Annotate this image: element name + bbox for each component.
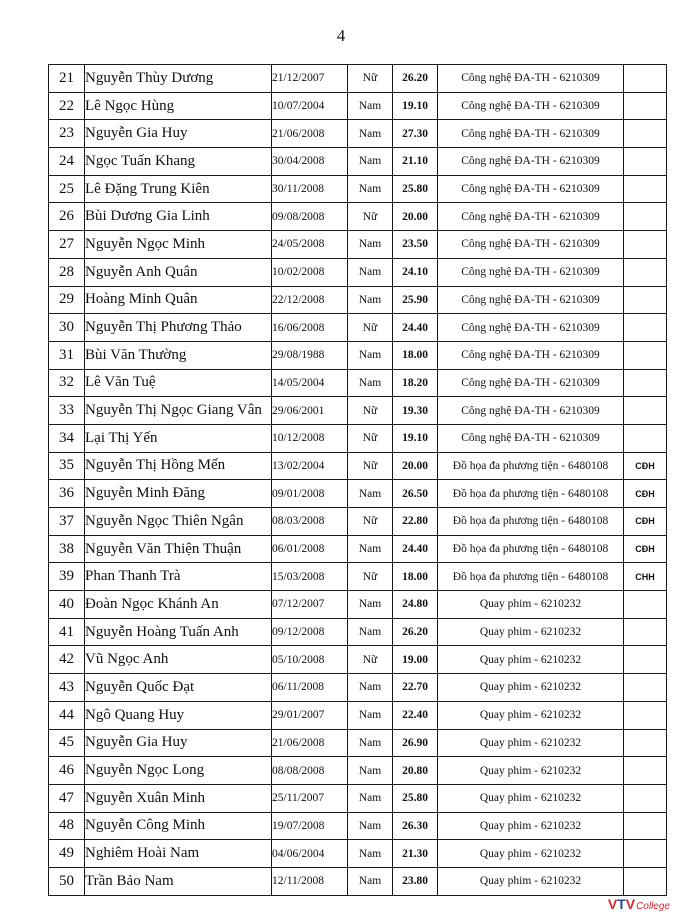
date-of-birth-cell: 10/07/2004: [272, 92, 348, 120]
table-row: [49, 618, 667, 646]
row-number-cell: 22: [49, 92, 85, 120]
student-name-cell: Lê Đặng Trung Kiên: [85, 175, 272, 203]
date-of-birth-cell: 05/10/2008: [272, 646, 348, 674]
gender-cell: Nam: [348, 812, 393, 840]
major-cell: Quay phim - 6210232: [438, 812, 624, 840]
gender-cell: Nam: [348, 701, 393, 729]
gender-cell: Nam: [348, 535, 393, 563]
row-number-cell: 25: [49, 175, 85, 203]
note-cell: [624, 701, 667, 729]
gender-cell: Nữ: [348, 646, 393, 674]
date-of-birth-cell: 09/08/2008: [272, 203, 348, 231]
student-name-cell: Nguyễn Quốc Đạt: [85, 674, 272, 702]
gender-cell: Nam: [348, 369, 393, 397]
major-cell: Quay phim - 6210232: [438, 729, 624, 757]
student-name-cell: Nguyễn Công Minh: [85, 812, 272, 840]
student-name-cell: Hoàng Minh Quân: [85, 286, 272, 314]
gender-cell: Nam: [348, 840, 393, 868]
row-number-cell: 33: [49, 397, 85, 425]
note-cell: CĐH: [624, 535, 667, 563]
table-row: [49, 508, 667, 536]
note-cell: [624, 867, 667, 895]
row-number-cell: 23: [49, 120, 85, 148]
row-number-cell: 30: [49, 314, 85, 342]
row-number-cell: 21: [49, 65, 85, 93]
major-cell: Công nghệ ĐA-TH - 6210309: [438, 369, 624, 397]
table-row: [49, 674, 667, 702]
table-row: [49, 424, 667, 452]
date-of-birth-cell: 10/02/2008: [272, 258, 348, 286]
table-row: [49, 591, 667, 619]
student-name-cell: Nguyễn Thị Phương Thảo: [85, 314, 272, 342]
student-name-cell: Nguyễn Thùy Dương: [85, 65, 272, 93]
student-name-cell: Nguyễn Ngọc Minh: [85, 231, 272, 259]
student-name-cell: Đoàn Ngọc Khánh An: [85, 591, 272, 619]
date-of-birth-cell: 25/11/2007: [272, 784, 348, 812]
table-row: [49, 65, 667, 93]
major-cell: Quay phim - 6210232: [438, 840, 624, 868]
student-name-cell: Vũ Ngọc Anh: [85, 646, 272, 674]
student-name-cell: Nghiêm Hoài Nam: [85, 840, 272, 868]
note-cell: [624, 729, 667, 757]
date-of-birth-cell: 16/06/2008: [272, 314, 348, 342]
table-row: [49, 314, 667, 342]
score-cell: 24.40: [393, 314, 438, 342]
row-number-cell: 46: [49, 757, 85, 785]
student-name-cell: Nguyễn Ngọc Thiên Ngân: [85, 508, 272, 536]
score-cell: 21.30: [393, 840, 438, 868]
table-row: [49, 563, 667, 591]
student-name-cell: Nguyễn Gia Huy: [85, 120, 272, 148]
score-cell: 26.30: [393, 812, 438, 840]
table-row: [49, 231, 667, 259]
note-cell: [624, 424, 667, 452]
gender-cell: Nam: [348, 175, 393, 203]
row-number-cell: 40: [49, 591, 85, 619]
table-row: [49, 480, 667, 508]
major-cell: Đồ họa đa phương tiện - 6480108: [438, 508, 624, 536]
table-row: [49, 812, 667, 840]
score-cell: 18.00: [393, 563, 438, 591]
student-name-cell: Nguyễn Thị Ngọc Giang Vân: [85, 397, 272, 425]
score-cell: 26.20: [393, 618, 438, 646]
student-name-cell: Ngô Quang Huy: [85, 701, 272, 729]
gender-cell: Nam: [348, 867, 393, 895]
score-cell: 23.80: [393, 867, 438, 895]
note-cell: [624, 65, 667, 93]
note-cell: [624, 812, 667, 840]
gender-cell: Nam: [348, 341, 393, 369]
note-cell: [624, 341, 667, 369]
major-cell: Quay phim - 6210232: [438, 674, 624, 702]
note-cell: [624, 231, 667, 259]
note-cell: CĐH: [624, 508, 667, 536]
table-body: [49, 65, 667, 896]
student-name-cell: Nguyễn Ngọc Long: [85, 757, 272, 785]
date-of-birth-cell: 08/08/2008: [272, 757, 348, 785]
date-of-birth-cell: 15/03/2008: [272, 563, 348, 591]
score-cell: 21.10: [393, 148, 438, 176]
date-of-birth-cell: 24/05/2008: [272, 231, 348, 259]
gender-cell: Nam: [348, 674, 393, 702]
score-cell: 18.00: [393, 341, 438, 369]
note-cell: [624, 369, 667, 397]
score-cell: 19.00: [393, 646, 438, 674]
row-number-cell: 47: [49, 784, 85, 812]
table-row: [49, 452, 667, 480]
major-cell: Quay phim - 6210232: [438, 867, 624, 895]
date-of-birth-cell: 04/06/2004: [272, 840, 348, 868]
gender-cell: Nữ: [348, 452, 393, 480]
gender-cell: Nam: [348, 286, 393, 314]
score-cell: 22.40: [393, 701, 438, 729]
gender-cell: Nam: [348, 757, 393, 785]
date-of-birth-cell: 29/06/2001: [272, 397, 348, 425]
major-cell: Đồ họa đa phương tiện - 6480108: [438, 480, 624, 508]
date-of-birth-cell: 06/11/2008: [272, 674, 348, 702]
table-row: [49, 148, 667, 176]
row-number-cell: 45: [49, 729, 85, 757]
date-of-birth-cell: 29/01/2007: [272, 701, 348, 729]
gender-cell: Nữ: [348, 563, 393, 591]
date-of-birth-cell: 30/04/2008: [272, 148, 348, 176]
table-row: [49, 646, 667, 674]
row-number-cell: 31: [49, 341, 85, 369]
gender-cell: Nam: [348, 231, 393, 259]
gender-cell: Nữ: [348, 314, 393, 342]
date-of-birth-cell: 13/02/2004: [272, 452, 348, 480]
note-cell: [624, 92, 667, 120]
major-cell: Đồ họa đa phương tiện - 6480108: [438, 452, 624, 480]
major-cell: Công nghệ ĐA-TH - 6210309: [438, 92, 624, 120]
note-cell: [624, 258, 667, 286]
row-number-cell: 41: [49, 618, 85, 646]
score-cell: 19.10: [393, 92, 438, 120]
major-cell: Công nghệ ĐA-TH - 6210309: [438, 120, 624, 148]
major-cell: Quay phim - 6210232: [438, 646, 624, 674]
table-row: [49, 341, 667, 369]
score-cell: 26.50: [393, 480, 438, 508]
major-cell: Công nghệ ĐA-TH - 6210309: [438, 148, 624, 176]
row-number-cell: 29: [49, 286, 85, 314]
date-of-birth-cell: 08/03/2008: [272, 508, 348, 536]
row-number-cell: 50: [49, 867, 85, 895]
student-name-cell: Bùi Văn Thường: [85, 341, 272, 369]
major-cell: Quay phim - 6210232: [438, 757, 624, 785]
table-row: [49, 729, 667, 757]
gender-cell: Nam: [348, 784, 393, 812]
row-number-cell: 49: [49, 840, 85, 868]
vtv-college-watermark: VTVCollege: [607, 896, 670, 912]
date-of-birth-cell: 21/06/2008: [272, 729, 348, 757]
major-cell: Quay phim - 6210232: [438, 591, 624, 619]
student-name-cell: Phan Thanh Trà: [85, 563, 272, 591]
score-cell: 19.10: [393, 424, 438, 452]
major-cell: Công nghệ ĐA-TH - 6210309: [438, 286, 624, 314]
note-cell: [624, 840, 667, 868]
gender-cell: Nữ: [348, 508, 393, 536]
row-number-cell: 35: [49, 452, 85, 480]
row-number-cell: 38: [49, 535, 85, 563]
note-cell: [624, 397, 667, 425]
major-cell: Công nghệ ĐA-TH - 6210309: [438, 424, 624, 452]
major-cell: Công nghệ ĐA-TH - 6210309: [438, 341, 624, 369]
note-cell: [624, 757, 667, 785]
score-cell: 25.80: [393, 784, 438, 812]
student-name-cell: Nguyễn Xuân Minh: [85, 784, 272, 812]
score-cell: 19.30: [393, 397, 438, 425]
row-number-cell: 32: [49, 369, 85, 397]
page-number: 4: [336, 26, 346, 45]
date-of-birth-cell: 30/11/2008: [272, 175, 348, 203]
date-of-birth-cell: 21/06/2008: [272, 120, 348, 148]
student-name-cell: Lê Văn Tuệ: [85, 369, 272, 397]
major-cell: Công nghệ ĐA-TH - 6210309: [438, 231, 624, 259]
score-cell: 22.80: [393, 508, 438, 536]
table-row: [49, 784, 667, 812]
note-cell: [624, 646, 667, 674]
note-cell: [624, 203, 667, 231]
score-cell: 18.20: [393, 369, 438, 397]
note-cell: [624, 784, 667, 812]
major-cell: Quay phim - 6210232: [438, 784, 624, 812]
student-name-cell: Lê Ngọc Hùng: [85, 92, 272, 120]
row-number-cell: 34: [49, 424, 85, 452]
major-cell: Công nghệ ĐA-TH - 6210309: [438, 258, 624, 286]
date-of-birth-cell: 21/12/2007: [272, 65, 348, 93]
date-of-birth-cell: 09/01/2008: [272, 480, 348, 508]
note-cell: [624, 148, 667, 176]
student-name-cell: Bùi Dương Gia Linh: [85, 203, 272, 231]
student-name-cell: Trần Bảo Nam: [85, 867, 272, 895]
student-name-cell: Nguyễn Anh Quân: [85, 258, 272, 286]
date-of-birth-cell: 06/01/2008: [272, 535, 348, 563]
score-cell: 26.90: [393, 729, 438, 757]
table-row: [49, 701, 667, 729]
date-of-birth-cell: 29/08/1988: [272, 341, 348, 369]
row-number-cell: 43: [49, 674, 85, 702]
row-number-cell: 36: [49, 480, 85, 508]
gender-cell: Nam: [348, 258, 393, 286]
major-cell: Công nghệ ĐA-TH - 6210309: [438, 65, 624, 93]
date-of-birth-cell: 14/05/2004: [272, 369, 348, 397]
admission-list-table: [48, 64, 667, 896]
student-name-cell: Nguyễn Thị Hồng Mến: [85, 452, 272, 480]
student-name-cell: Lại Thị Yến: [85, 424, 272, 452]
gender-cell: Nam: [348, 591, 393, 619]
gender-cell: Nữ: [348, 203, 393, 231]
note-cell: [624, 120, 667, 148]
date-of-birth-cell: 07/12/2007: [272, 591, 348, 619]
score-cell: 24.10: [393, 258, 438, 286]
score-cell: 23.50: [393, 231, 438, 259]
date-of-birth-cell: 10/12/2008: [272, 424, 348, 452]
table-row: [49, 203, 667, 231]
student-name-cell: Nguyễn Hoàng Tuấn Anh: [85, 618, 272, 646]
major-cell: Quay phim - 6210232: [438, 618, 624, 646]
note-cell: [624, 314, 667, 342]
score-cell: 25.90: [393, 286, 438, 314]
table-row: [49, 286, 667, 314]
gender-cell: Nam: [348, 480, 393, 508]
table-row: [49, 175, 667, 203]
note-cell: CHH: [624, 563, 667, 591]
gender-cell: Nữ: [348, 424, 393, 452]
gender-cell: Nam: [348, 618, 393, 646]
table-row: [49, 757, 667, 785]
row-number-cell: 28: [49, 258, 85, 286]
major-cell: Công nghệ ĐA-TH - 6210309: [438, 175, 624, 203]
gender-cell: Nữ: [348, 397, 393, 425]
row-number-cell: 42: [49, 646, 85, 674]
major-cell: Công nghệ ĐA-TH - 6210309: [438, 203, 624, 231]
score-cell: 20.00: [393, 203, 438, 231]
row-number-cell: 37: [49, 508, 85, 536]
student-name-cell: Ngọc Tuấn Khang: [85, 148, 272, 176]
score-cell: 27.30: [393, 120, 438, 148]
date-of-birth-cell: 12/11/2008: [272, 867, 348, 895]
table-row: [49, 120, 667, 148]
table-row: [49, 867, 667, 895]
row-number-cell: 27: [49, 231, 85, 259]
table-row: [49, 369, 667, 397]
date-of-birth-cell: 19/07/2008: [272, 812, 348, 840]
score-cell: 20.80: [393, 757, 438, 785]
major-cell: Công nghệ ĐA-TH - 6210309: [438, 397, 624, 425]
student-name-cell: Nguyễn Minh Đăng: [85, 480, 272, 508]
table-row: [49, 92, 667, 120]
row-number-cell: 48: [49, 812, 85, 840]
row-number-cell: 26: [49, 203, 85, 231]
date-of-birth-cell: 09/12/2008: [272, 618, 348, 646]
major-cell: Đồ họa đa phương tiện - 6480108: [438, 563, 624, 591]
score-cell: 24.40: [393, 535, 438, 563]
note-cell: [624, 175, 667, 203]
row-number-cell: 24: [49, 148, 85, 176]
gender-cell: Nam: [348, 92, 393, 120]
row-number-cell: 44: [49, 701, 85, 729]
major-cell: Công nghệ ĐA-TH - 6210309: [438, 314, 624, 342]
note-cell: [624, 674, 667, 702]
major-cell: Đồ họa đa phương tiện - 6480108: [438, 535, 624, 563]
score-cell: 25.80: [393, 175, 438, 203]
gender-cell: Nam: [348, 729, 393, 757]
table-row: [49, 840, 667, 868]
note-cell: CĐH: [624, 452, 667, 480]
row-number-cell: 39: [49, 563, 85, 591]
note-cell: [624, 618, 667, 646]
student-name-cell: Nguyễn Văn Thiện Thuận: [85, 535, 272, 563]
score-cell: 26.20: [393, 65, 438, 93]
score-cell: 24.80: [393, 591, 438, 619]
student-name-cell: Nguyễn Gia Huy: [85, 729, 272, 757]
gender-cell: Nữ: [348, 65, 393, 93]
score-cell: 20.00: [393, 452, 438, 480]
gender-cell: Nam: [348, 148, 393, 176]
table-row: [49, 397, 667, 425]
table-row: [49, 258, 667, 286]
table-row: [49, 535, 667, 563]
score-cell: 22.70: [393, 674, 438, 702]
date-of-birth-cell: 22/12/2008: [272, 286, 348, 314]
note-cell: CĐH: [624, 480, 667, 508]
major-cell: Quay phim - 6210232: [438, 701, 624, 729]
note-cell: [624, 286, 667, 314]
note-cell: [624, 591, 667, 619]
gender-cell: Nam: [348, 120, 393, 148]
